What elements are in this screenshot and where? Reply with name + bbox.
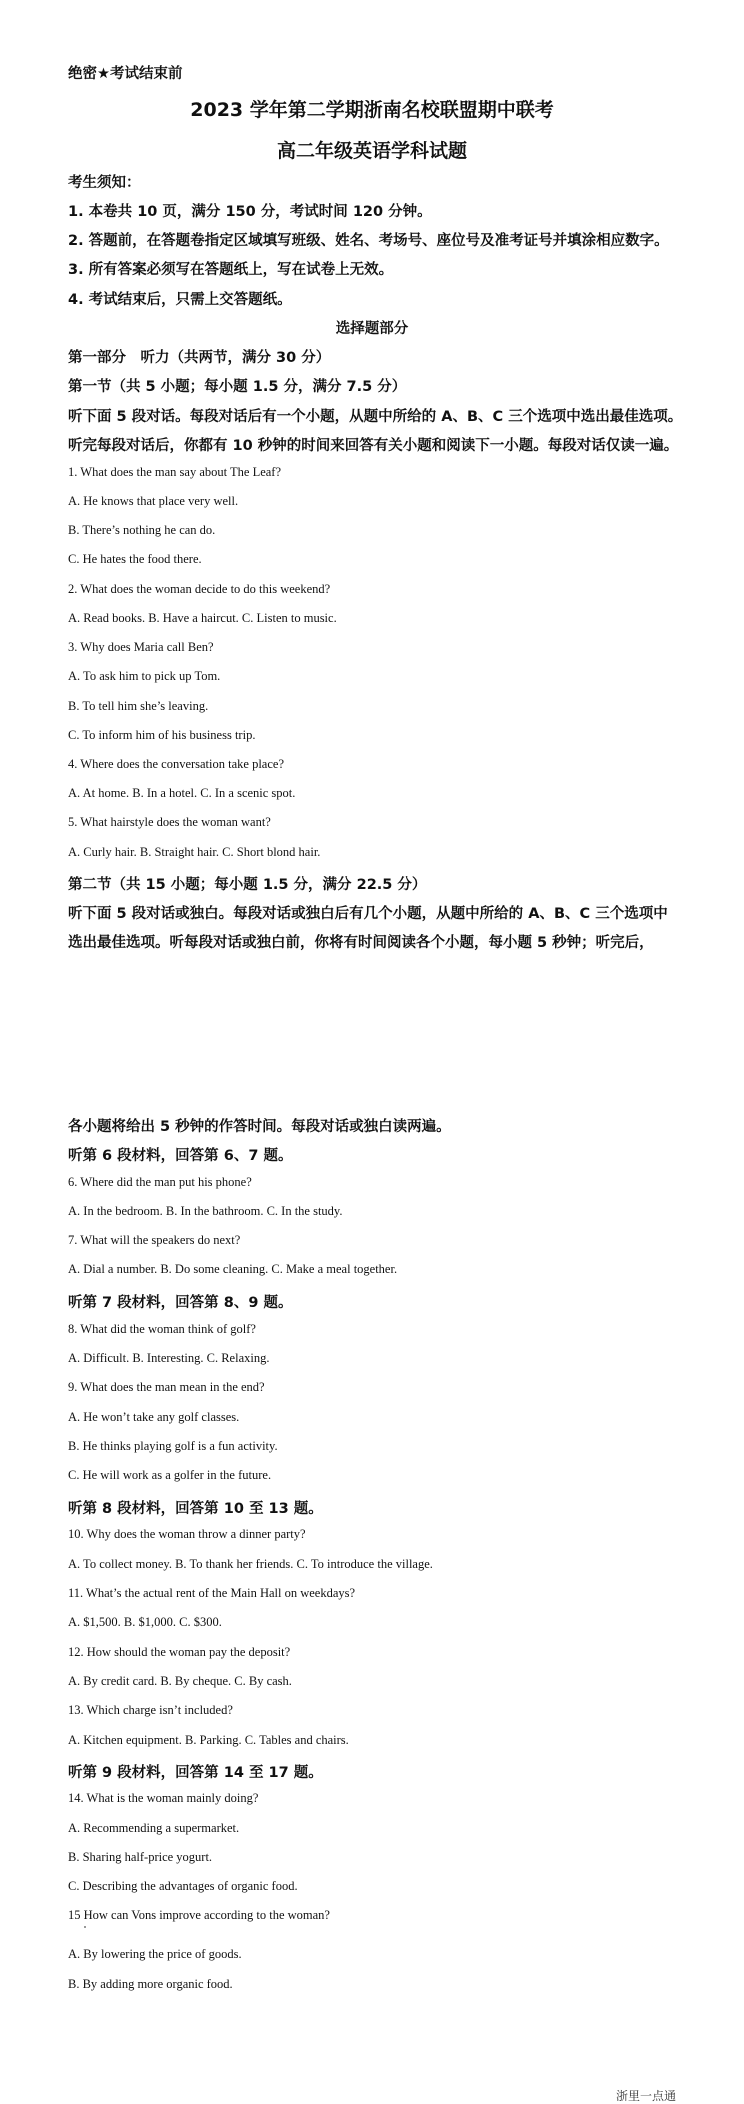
option-line: B. Sharing half-price yogurt.	[68, 1850, 213, 1864]
question-line: 11. What’s the actual rent of the Main Hall on weekdays?	[68, 1586, 356, 1600]
option-line: A. Curly hair. B. Straight hair. C. Short blond hair.	[68, 845, 321, 859]
option-line: C. To inform him of his business trip.	[68, 728, 256, 742]
option-line: A. Read books. B. Have a haircut. C. Listen to music.	[68, 611, 337, 625]
option-line: A. At home. B. In a hotel. C. In a scenic spot.	[68, 786, 296, 800]
option-line: B. There’s nothing he can do.	[68, 523, 216, 537]
sec2-heading: 第二节（共 15 小题；每小题 1.5 分，满分 22.5 分）	[68, 877, 427, 893]
question-line: 2. What does the woman decide to do this weekend?	[68, 582, 331, 596]
option-line: A. He won’t take any golf classes.	[68, 1410, 240, 1424]
group-heading: 听第 7 段材料，回答第 8、9 题。	[68, 1295, 293, 1311]
question-line: 12. How should the woman pay the deposit?	[68, 1645, 291, 1659]
option-line: C. He will work as a golfer in the future.	[68, 1468, 272, 1482]
question-line: 5. What hairstyle does the woman want?	[68, 815, 271, 829]
option-line: C. Describing the advantages of organic food.	[68, 1879, 298, 1893]
option-line: A. By lowering the price of goods.	[68, 1947, 242, 1961]
option-line: A. In the bedroom. B. In the bathroom. C. In the study.	[68, 1204, 343, 1218]
question-line: 10. Why does the woman throw a dinner party?	[68, 1527, 306, 1541]
option-line: B. By adding more organic food.	[68, 1977, 233, 1991]
group-heading: 听第 8 段材料，回答第 10 至 13 题。	[68, 1501, 323, 1517]
option-line: A. $1,500. B. $1,000. C. $300.	[68, 1615, 222, 1629]
sec2-instruction: 各小题将给出 5 秒钟的作答时间。每段对话或独白读两遍。	[68, 1119, 451, 1135]
question-line: 13. Which charge isn’t included?	[68, 1703, 233, 1717]
notice-heading: 考生须知：	[68, 175, 141, 191]
question-line: 1. What does the man say about The Leaf?	[68, 465, 282, 479]
question-line: 14. What is the woman mainly doing?	[68, 1791, 259, 1805]
question-line: 3. Why does Maria call Ben?	[68, 640, 214, 654]
option-line: A. Dial a number. B. Do some cleaning. C. Make a meal together.	[68, 1262, 398, 1276]
question-line: 8. What did the woman think of golf?	[68, 1322, 256, 1336]
question-line: 15 How can Vons improve according to the woman?	[68, 1908, 330, 1922]
option-line: A. By credit card. B. By cheque. C. By cash.	[68, 1674, 292, 1688]
question-line: 9. What does the man mean in the end?	[68, 1380, 265, 1394]
option-line: A. To ask him to pick up Tom.	[68, 669, 221, 683]
exam-subtitle: 高二年级英语学科试题	[276, 140, 467, 162]
option-line: A. Recommending a supermarket.	[68, 1821, 240, 1835]
option-line: A. He knows that place very well.	[68, 494, 239, 508]
option-line: C. He hates the food there.	[68, 552, 202, 566]
notice-item: 1. 本卷共 10 页，满分 150 分，考试时间 120 分钟。	[68, 204, 432, 220]
option-line: A. Kitchen equipment. B. Parking. C. Tables and chairs.	[68, 1733, 349, 1747]
option-line: A. Difficult. B. Interesting. C. Relaxing.	[68, 1351, 270, 1365]
part1-heading: 第一部分 听力（共两节，满分 30 分）	[68, 350, 331, 366]
option-line: B. To tell him she’s leaving.	[68, 699, 209, 713]
footer-watermark: 浙里一点通	[615, 2089, 676, 2103]
option-line: A. To collect money. B. To thank her friends. C. To introduce the village.	[68, 1557, 433, 1571]
sec1-heading: 第一节（共 5 小题；每小题 1.5 分，满分 7.5 分）	[68, 379, 407, 395]
question-line: 4. Where does the conversation take place?	[68, 757, 284, 771]
group-heading: 听第 9 段材料，回答第 14 至 17 题。	[68, 1765, 323, 1781]
notice-item: 4. 考试结束后，只需上交答题纸。	[68, 292, 292, 308]
sec1-instruction: 听完每段对话后，你都有 10 秒钟的时间来回答有关小题和阅读下一小题。每段对话仅读一遍。	[68, 438, 679, 454]
section-title: 选择题部分	[335, 321, 409, 337]
sec1-instruction: 听下面 5 段对话。每段对话后有一个小题，从题中所给的 A、B、C 三个选项中选出最佳选项。	[68, 409, 683, 425]
sec2-instruction: 听下面 5 段对话或独白。每段对话或独白后有几个小题，从题中所给的 A、B、C 三个选项中	[68, 906, 668, 922]
sec2-instruction: 选出最佳选项。听每段对话或独白前，你将有时间阅读各个小题，每小题 5 秒钟；听完后，	[68, 935, 654, 951]
exam-title: 2023 学年第二学期浙南名校联盟期中联考	[190, 99, 554, 121]
notice-item: 2. 答题前，在答题卷指定区域填写班级、姓名、考场号、座位号及准考证号并填涂相应数字。	[68, 233, 669, 249]
notice-item: 3. 所有答案必须写在答题纸上，写在试卷上无效。	[68, 262, 394, 278]
confidential-label: 绝密★考试结束前	[68, 66, 183, 82]
group-heading: 听第 6 段材料，回答第 6、7 题。	[68, 1148, 293, 1164]
question-line: 6. Where did the man put his phone?	[68, 1175, 252, 1189]
scan-speck	[84, 1926, 86, 1928]
option-line: B. He thinks playing golf is a fun activity.	[68, 1439, 278, 1453]
question-line: 7. What will the speakers do next?	[68, 1233, 241, 1247]
